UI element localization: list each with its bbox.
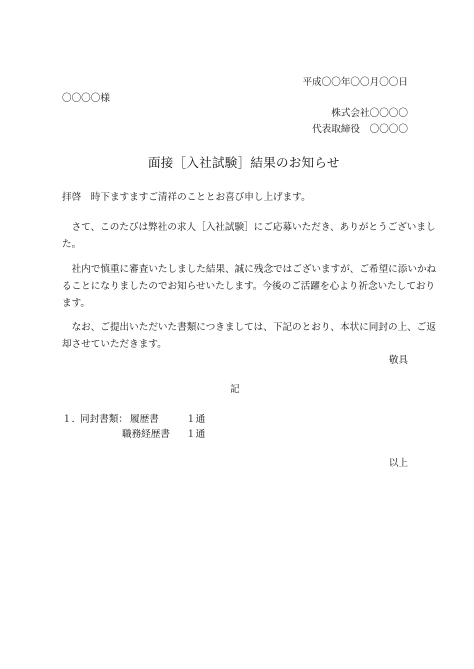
enclosure-number: １． xyxy=(62,414,82,425)
paragraph-line: さて、このたびは弊社の求人［入社試験］にご応募いただき、ありがとうございまし xyxy=(62,222,436,233)
paragraph-line: 社内で慎重に審査いたしました結果、誠に残念ではございますが、ご希望に添いかね xyxy=(62,264,437,275)
enclosure-label: 同封書類： xyxy=(80,414,128,425)
paragraph-line: た。 xyxy=(62,239,82,250)
paragraph-line: ます。 xyxy=(62,298,91,309)
sender-company: 株式会社〇〇〇〇 xyxy=(331,108,408,119)
paragraph-application-thanks xyxy=(62,221,436,252)
closing-ijou: 以上 xyxy=(388,458,408,469)
paragraph-result-notice xyxy=(62,263,437,311)
enclosure-item-count: １通 xyxy=(186,429,206,440)
sender-representative: 代表取締役 〇〇〇〇 xyxy=(312,124,408,135)
enclosure-item-name: 職務経歴書 xyxy=(122,429,170,440)
paragraph-line: 却させていただきます。 xyxy=(62,339,167,350)
letter-title: 面接［入社試験］結果のお知らせ xyxy=(148,155,340,170)
paragraph-line: なお、ご提出いただいた書類につきましては、下記のとおり、本状に同封の上、ご返 xyxy=(62,322,436,333)
enclosure-item xyxy=(62,413,262,427)
closing-keigu: 敬具 xyxy=(388,355,408,366)
letter-date: 平成〇〇年〇〇月〇〇日 xyxy=(302,77,408,88)
enclosure-item xyxy=(62,428,262,442)
ki-heading: 記 xyxy=(230,384,240,395)
enclosure-item-count: １通 xyxy=(186,414,206,425)
paragraph-document-return xyxy=(62,321,436,352)
paragraph-line: ることになりましたのでお知らせいたします。今後のご活躍を心より祈念いたしており xyxy=(62,281,436,292)
recipient-name: 〇〇〇〇様 xyxy=(62,93,110,104)
opening-greeting: 拝啓 時下ますますご清祥のこととお喜び申し上げます。 xyxy=(62,192,311,203)
enclosure-item-name: 履歴書 xyxy=(130,414,159,425)
